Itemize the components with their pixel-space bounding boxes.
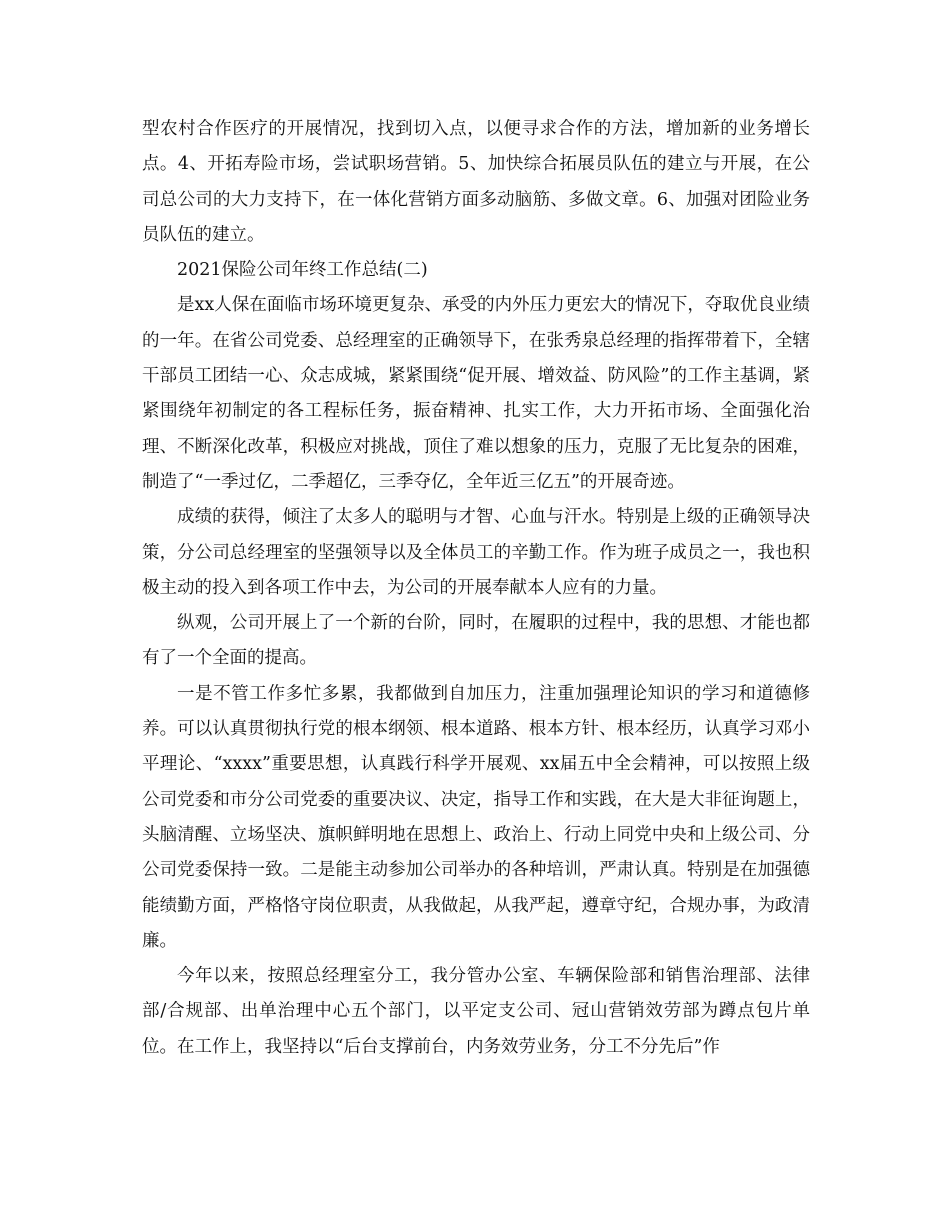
paragraph-body: 纵观，公司开展上了一个新的台阶，同时，在履职的过程中，我的思想、才能也都有了一个全面的提高。: [142, 613, 810, 669]
paragraph-body: 一是不管工作多忙多累，我都做到自加压力，注重加强理论知识的学习和道德修养。可以认真贯彻执行党的根本纲领、根本道路、根本方针、根本经历，认真学习邓小平理论、“xxxx”重要思想，认真践行科学开展观、xx届五中全会精神，可以按照上级公司党委和市分公司党委的重要决议、决定，指导工作和实践，在大是大非征询题上，头脑清醒、立场坚决、旗帜鲜明地在思想上、政治上、行动上同党中央和上级公司、分公司党委保持一致。二是能主动参加公司举办的各种培训，严肃认真。特别是在加强德能绩勤方面，严格恪守岗位职责，从我做起，从我严起，遵章守纪，合规办事，为政清廉。: [142, 683, 810, 951]
paragraph-body: 是xx人保在面临市场环境更复杂、承受的内外压力更宏大的情况下，夺取优良业绩的一年。在省公司党委、总经理室的正确领导下，在张秀泉总经理的指挥带着下，全辖干部员工团结一心、众志成城，紧紧围绕“促开展、增效益、防风险”的工作主基调，紧紧围绕年初制定的各工程标任务，振奋精神、扎实工作，大力开拓市场、全面强化治理、不断深化改革，积极应对挑战，顶住了难以想象的压力，克服了无比复杂的困难，制造了“一季过亿，二季超亿，三季夺亿，全年近三亿五”的开展奇迹。: [142, 295, 810, 492]
paragraph-body: 成绩的获得，倾注了太多人的聪明与才智、心血与汗水。特别是上级的正确领导决策，分公司总经理室的坚强领导以及全体员工的辛勤工作。作为班子成员之一，我也积极主动的投入到各项工作中去，为公司的开展奉献本人应有的力量。: [142, 507, 810, 598]
section-heading: 2021保险公司年终工作总结(二): [177, 260, 428, 281]
paragraph-continuation: 型农村合作医疗的开展情况，找到切入点，以便寻求合作的方法，增加新的业务增长点。4、开拓寿险市场，尝试职场营销。5、加快综合拓展员队伍的建立与开展，在公司总公司的大力支持下，在一体化营销方面多动脑筋、多做文章。6、加强对团险业务员队伍的建立。: [142, 119, 810, 245]
document-page: [142, 112, 810, 1065]
paragraph-body: 今年以来，按照总经理室分工，我分管办公室、车辆保险部和销售治理部、法律部/合规部、出单治理中心五个部门，以平定支公司、冠山营销效劳部为蹲点包片单位。在工作上，我坚持以“后台支撑前台，内务效劳业务，分工不分先后”作: [142, 966, 810, 1057]
